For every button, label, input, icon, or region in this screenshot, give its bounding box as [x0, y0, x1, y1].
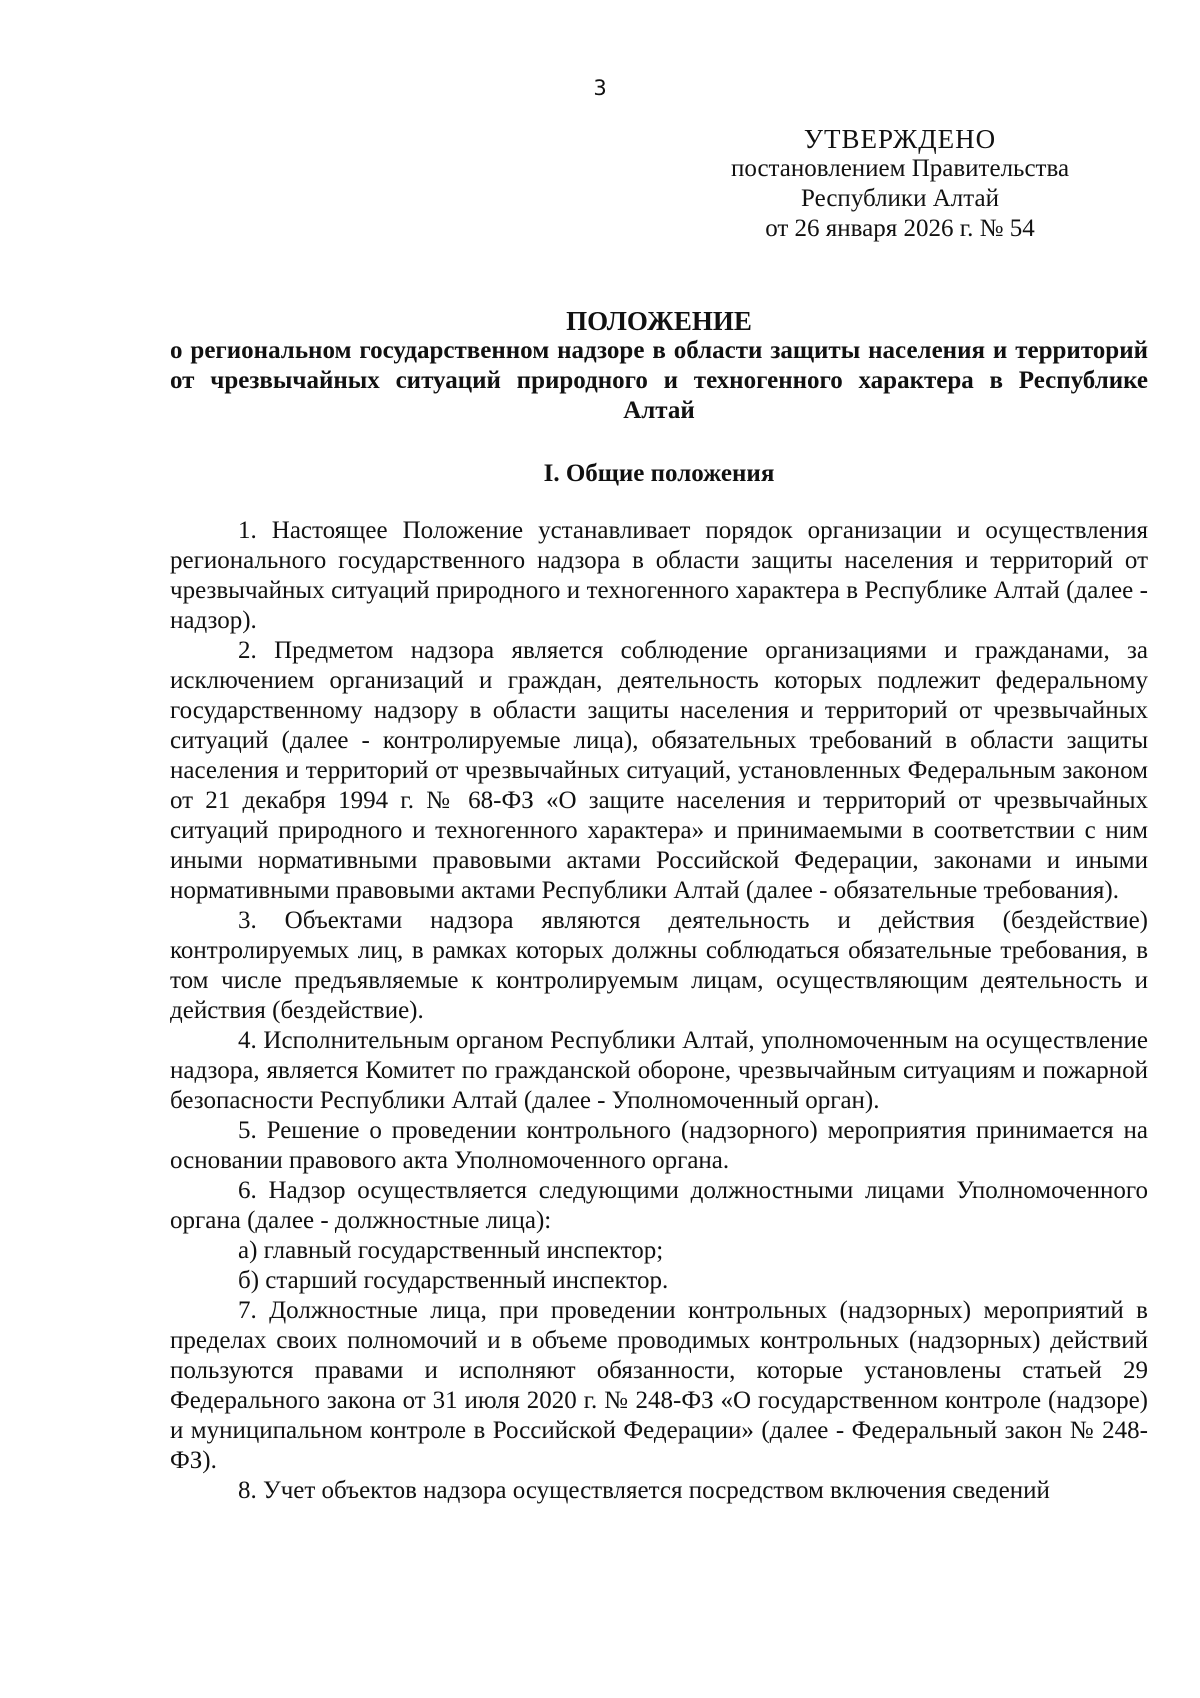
document-title: ПОЛОЖЕНИЕ [566, 306, 752, 336]
paragraph-6a: а) главный государственный инспектор; [238, 1237, 664, 1264]
approval-block [700, 124, 1100, 244]
paragraph-6b: б) старший государственный инспектор. [238, 1267, 669, 1294]
paragraph-8: 8. Учет объектов надзора осуществляется посредством включения сведений [238, 1477, 1050, 1504]
paragraph-5: 5. Решение о проведении контрольного (надзорного) мероприятия принимается на основании правового акта Уполномоченного органа. [170, 1117, 1148, 1174]
document-body [170, 516, 1148, 1506]
approval-line-2: Республики Алтай [801, 185, 999, 212]
approval-line-1: постановлением Правительства [730, 155, 1070, 182]
paragraph-6: 6. Надзор осуществляется следующими должностными лицами Уполномоченного органа (далее - должностные лица): [170, 1177, 1148, 1234]
section-heading: I. Общие положения [543, 460, 775, 487]
paragraph-3: 3. Объектами надзора являются деятельность и действия (бездействие) контролируемых лиц, в рамках которых должны соблюдаться обязательные требования, в том числе предъявляемые к контролируемым лицам, осуществляющим деятельность и действия (бездействие). [170, 907, 1148, 1024]
document-title-block [170, 306, 1148, 426]
paragraph-2: 2. Предметом надзора является соблюдение организациями и гражданами, за исключением организаций и граждан, деятельность которых подлежит федеральному государственному надзору в области защиты населения и территорий от чрезвычайных ситуаций (далее - контролируемые лица), обязательных требований в области защиты населения и территорий от чрезвычайных ситуаций, установленных Федеральным законом от 21 декабря 1994 г. № 68-ФЗ «О защите населения и территорий от чрезвычайных ситуаций природного и техногенного характера» и принимаемыми в соответствии с ним иными нормативными правовыми актами Российской Федерации, законами и иными нормативными правовыми актами Республики Алтай (далее - обязательные требования). [170, 637, 1148, 904]
paragraph-1: 1. Настоящее Положение устанавливает порядок организации и осуществления регионального государственного надзора в области защиты населения и территорий от чрезвычайных ситуаций природного и техногенного характера в Республике Алтай (далее - надзор). [170, 517, 1148, 634]
approval-line-3: от 26 января 2026 г. № 54 [765, 215, 1035, 242]
paragraph-4: 4. Исполнительным органом Республики Алтай, уполномоченным на осуществление надзора, является Комитет по гражданской обороне, чрезвычайным ситуациям и пожарной безопасности Республики Алтай (далее - Уполномоченный орган). [170, 1027, 1148, 1114]
approval-stamp-heading: УТВЕРЖДЕНО [803, 124, 997, 154]
paragraph-7: 7. Должностные лица, при проведении контрольных (надзорных) мероприятий в пределах своих полномочий и в объеме проводимых контрольных (надзорных) действий пользуются правами и исполняют обязанности, которые установлены статьей 29 Федерального закона от 31 июля 2020 г. № 248-ФЗ «О государственном контроле (надзоре) и муниципальном контроле в Российской Федерации» (далее - Федеральный закон № 248-ФЗ). [170, 1297, 1148, 1474]
page-number: 3 [593, 76, 607, 100]
document-subtitle: о региональном государственном надзоре в области защиты населения и территорий от чрезвычайных ситуаций природного и техногенного характера в Республике Алтай [170, 337, 1148, 424]
